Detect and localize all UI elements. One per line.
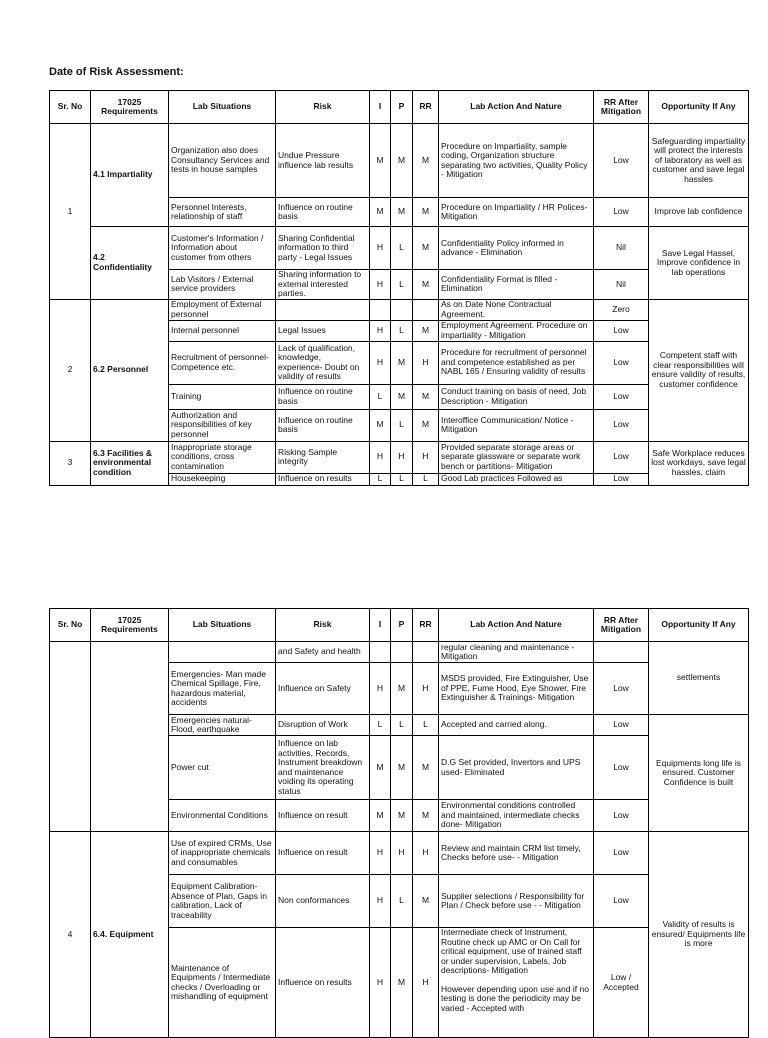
impact-cell: H	[370, 320, 391, 341]
action-note: However depending upon use and if no testing is done the periodicity may be varied - Accepted with	[441, 983, 589, 1013]
situation-cell: Equipment Calibration- Absence of Plan, Gaps in calibration, Lack of traceability	[169, 875, 276, 928]
rating-cell: H	[413, 341, 439, 384]
risk-cell: Influence on results	[276, 928, 370, 1038]
situation-cell: Inappropriate storage conditions, cross contamination	[169, 441, 276, 473]
after-mitigation-cell: Low	[594, 341, 649, 384]
risk-cell: Risking Sample integrity	[276, 441, 370, 473]
risk-cell: Influence on routine basis	[276, 409, 370, 441]
risk-cell: Sharing information to external interested parties.	[276, 270, 370, 300]
after-mitigation-cell	[594, 642, 649, 663]
probability-cell: M	[391, 736, 413, 800]
opportunity-cell: Competent staff with clear responsibilities will ensure validity of results, customer confidence	[649, 299, 749, 441]
impact-cell: M	[370, 409, 391, 441]
situation-cell: Training	[169, 384, 276, 409]
action-cell: D.G Set provided, Invertors and UPS used- Eliminated	[439, 736, 594, 800]
probability-cell	[391, 642, 413, 663]
action-cell: Interoffice Communication/ Notice - Mitigation	[439, 409, 594, 441]
action-cell: Employment Agreement. Procedure on impartiality - Mitigation	[439, 320, 594, 341]
impact-cell: H	[370, 441, 391, 473]
risk-cell: Non conformances	[276, 875, 370, 928]
risk-cell: Sharing Confidential information to third party - Legal Issues	[276, 227, 370, 270]
rating-cell: M	[413, 320, 439, 341]
risk-cell	[276, 299, 370, 320]
header-impact: I	[370, 609, 391, 642]
action-cell: MSDS provided, Fire Extinguisher, Use of PPE, Fume Hood, Eye Shower, Fire Extinguisher & Trainings- Mitigation	[439, 663, 594, 715]
after-mitigation-cell: Low	[594, 663, 649, 715]
table-header-row	[50, 609, 749, 642]
table-row	[50, 441, 749, 473]
risk-assessment-table-continued	[49, 608, 749, 1038]
impact-cell	[370, 299, 391, 320]
impact-cell: M	[370, 800, 391, 832]
opportunity-cell: Save Legal Hassel, Improve confidence in lab operations	[649, 227, 749, 300]
risk-cell: Lack of qualification, knowledge, experience- Doubt on validity of results	[276, 341, 370, 384]
table-row	[50, 642, 749, 663]
rating-cell: M	[413, 198, 439, 227]
action-cell: Good Lab practices Followed as	[439, 473, 594, 485]
after-mitigation-cell: Low	[594, 409, 649, 441]
after-mitigation-cell: Nil	[594, 270, 649, 300]
rating-cell	[413, 299, 439, 320]
header-risk: Risk	[276, 91, 370, 124]
after-mitigation-cell: Nil	[594, 227, 649, 270]
rating-cell: M	[413, 800, 439, 832]
action-cell: Supplier selections / Responsibility for Plan / Check before use - - Mitigation	[439, 875, 594, 928]
header-impact: I	[370, 91, 391, 124]
situation-cell: Emergencies- Man made Chemical Spillage, Fire, hazardous material, accidents	[169, 663, 276, 715]
opportunity-cell: Safe Workplace reduces lost workdays, save legal hassles, claim	[649, 441, 749, 485]
header-requirements: 17025 Requirements	[91, 91, 169, 124]
impact-cell: H	[370, 270, 391, 300]
probability-cell: M	[391, 124, 413, 198]
after-mitigation-cell: Low	[594, 715, 649, 736]
opportunity-cell: Safeguarding impartiality will protect the interests of laboratory as well as customer and save legal hassles	[649, 124, 749, 198]
requirement-cell: 6.2 Personnel	[91, 299, 169, 441]
table-row	[50, 124, 749, 198]
action-cell: regular cleaning and maintenance - Mitigation	[439, 642, 594, 663]
sr-no-cell: 2	[50, 299, 91, 441]
rating-cell: H	[413, 441, 439, 473]
risk-cell: Influence on Safety	[276, 663, 370, 715]
situation-cell: Recruitment of personnel- Competence etc.	[169, 341, 276, 384]
opportunity-cell: Validity of results is ensured/ Equipments life is more	[649, 832, 749, 1038]
probability-cell: M	[391, 800, 413, 832]
requirement-cell: 4.2 Confidentiality	[91, 227, 169, 300]
rating-cell: M	[413, 736, 439, 800]
probability-cell	[391, 299, 413, 320]
header-opportunity: Opportunity If Any	[649, 609, 749, 642]
action-cell: Conduct training on basis of need, Job Description - Mitigation	[439, 384, 594, 409]
rating-cell: H	[413, 663, 439, 715]
rating-cell: M	[413, 124, 439, 198]
after-mitigation-cell: Low	[594, 875, 649, 928]
impact-cell: M	[370, 124, 391, 198]
action-cell: Confidentiality Policy informed in advance - Elimination	[439, 227, 594, 270]
requirement-cell: 6.3 Facilities & environmental condition	[91, 441, 169, 485]
action-cell	[439, 928, 594, 1038]
rating-cell: M	[413, 409, 439, 441]
action-cell: Review and maintain CRM list timely, Checks before use- - Mitigation	[439, 832, 594, 875]
after-mitigation-cell: Low	[594, 320, 649, 341]
situation-cell: Maintenance of Equipments / Intermediate checks / Overloading or mishandling of equipment	[169, 928, 276, 1038]
probability-cell: H	[391, 832, 413, 875]
action-cell: Provided separate storage areas or separate glassware or separate work bench or partitions- Mitigation	[439, 441, 594, 473]
risk-cell: Influence on lab activities, Records, Instrument breakdown and maintenance voiding its operating status	[276, 736, 370, 800]
page-title: Date of Risk Assessment:	[49, 66, 184, 78]
risk-cell: Influence on result	[276, 832, 370, 875]
action-cell: Environmental conditions controlled and maintained, intermediate checks done- Mitigation	[439, 800, 594, 832]
probability-cell: L	[391, 473, 413, 485]
after-mitigation-cell: Low	[594, 124, 649, 198]
table-row	[50, 299, 749, 320]
impact-cell: L	[370, 473, 391, 485]
risk-cell: Influence on routine basis	[276, 198, 370, 227]
rating-cell: H	[413, 832, 439, 875]
opportunity-cell: Equipments long life is ensured. Customer Confidence is built	[649, 715, 749, 832]
risk-cell: and Safety and health	[276, 642, 370, 663]
header-lab-situations: Lab Situations	[169, 91, 276, 124]
after-mitigation-cell: Low	[594, 198, 649, 227]
rating-cell: M	[413, 384, 439, 409]
header-rr-after-mitigation: RR After Mitigation	[594, 91, 649, 124]
header-lab-action: Lab Action And Nature	[439, 91, 594, 124]
rating-cell: M	[413, 227, 439, 270]
table-row	[50, 832, 749, 875]
header-rr-after-mitigation: RR After Mitigation	[594, 609, 649, 642]
table-row	[50, 227, 749, 270]
requirement-cell: 4.1 Impartiality	[91, 124, 169, 227]
risk-cell: Legal Issues	[276, 320, 370, 341]
impact-cell: H	[370, 832, 391, 875]
impact-cell: H	[370, 928, 391, 1038]
after-mitigation-cell: Low	[594, 736, 649, 800]
after-mitigation-cell: Zero	[594, 299, 649, 320]
probability-cell: L	[391, 409, 413, 441]
header-requirements: 17025 Requirements	[91, 609, 169, 642]
action-cell: As on Date None Contractual Agreement.	[439, 299, 594, 320]
situation-cell: Housekeeping	[169, 473, 276, 485]
rating-cell	[413, 642, 439, 663]
situation-cell: Power cut	[169, 736, 276, 800]
impact-cell: M	[370, 736, 391, 800]
situation-cell: Authorization and responsibilities of key personnel	[169, 409, 276, 441]
rating-cell: H	[413, 928, 439, 1038]
opportunity-cell: settlements	[649, 642, 749, 715]
impact-cell: M	[370, 198, 391, 227]
header-sr-no: Sr. No	[50, 609, 91, 642]
impact-cell: H	[370, 663, 391, 715]
situation-cell	[169, 642, 276, 663]
impact-cell	[370, 642, 391, 663]
after-mitigation-cell: Low	[594, 832, 649, 875]
header-probability: P	[391, 609, 413, 642]
impact-cell: L	[370, 384, 391, 409]
probability-cell: L	[391, 715, 413, 736]
table-header-row	[50, 91, 749, 124]
situation-cell: Personnel Interests, relationship of staff	[169, 198, 276, 227]
risk-cell: Disruption of Work	[276, 715, 370, 736]
situation-cell: Employment of External personnel	[169, 299, 276, 320]
requirement-cell	[91, 642, 169, 832]
situation-cell: Customer's Information / Information about customer from others	[169, 227, 276, 270]
rating-cell: L	[413, 715, 439, 736]
after-mitigation-cell: Low	[594, 473, 649, 485]
header-risk-rating: RR	[413, 609, 439, 642]
action-text: Intermediate check of Instrument, Routine check up AMC or On Call for critical equipment, use of trained staff or under supervision, Labels, Job descriptions- Mitigation	[441, 927, 582, 975]
impact-cell: H	[370, 875, 391, 928]
risk-cell: Influence on results	[276, 473, 370, 485]
action-cell: Procedure on Impartiality, sample coding, Organization structure separating two activities, Quality Policy - Mitigation	[439, 124, 594, 198]
after-mitigation-cell: Low	[594, 441, 649, 473]
sr-no-cell: 4	[50, 832, 91, 1038]
impact-cell: L	[370, 715, 391, 736]
header-risk-rating: RR	[413, 91, 439, 124]
sr-no-cell: 3	[50, 441, 91, 485]
probability-cell: H	[391, 441, 413, 473]
requirement-cell: 6.4. Equipment	[91, 832, 169, 1038]
rating-cell: L	[413, 473, 439, 485]
header-risk: Risk	[276, 609, 370, 642]
risk-cell: Influence on result	[276, 800, 370, 832]
situation-cell: Environmental Conditions	[169, 800, 276, 832]
probability-cell: M	[391, 663, 413, 715]
impact-cell: H	[370, 227, 391, 270]
risk-cell: Influence on routine basis	[276, 384, 370, 409]
probability-cell: L	[391, 875, 413, 928]
after-mitigation-cell: Low / Accepted	[594, 928, 649, 1038]
situation-cell: Use of expired CRMs, Use of inappropriate chemicals and consumables	[169, 832, 276, 875]
header-sr-no: Sr. No	[50, 91, 91, 124]
probability-cell: M	[391, 384, 413, 409]
header-probability: P	[391, 91, 413, 124]
probability-cell: L	[391, 320, 413, 341]
sr-no-cell: 1	[50, 124, 91, 300]
opportunity-cell: Improve lab confidence	[649, 198, 749, 227]
header-lab-action: Lab Action And Nature	[439, 609, 594, 642]
probability-cell: M	[391, 341, 413, 384]
action-cell: Accepted and carried along.	[439, 715, 594, 736]
action-cell: Confidentiality Format is filled - Elimination	[439, 270, 594, 300]
situation-cell: Lab Visitors / External service providers	[169, 270, 276, 300]
situation-cell: Internal personnel	[169, 320, 276, 341]
probability-cell: M	[391, 198, 413, 227]
header-opportunity: Opportunity If Any	[649, 91, 749, 124]
probability-cell: L	[391, 270, 413, 300]
risk-assessment-table	[49, 90, 749, 486]
action-cell: Procedure for recruitment of personnel and competence established as per NABL 165 / Ensuring validity of results	[439, 341, 594, 384]
impact-cell: H	[370, 341, 391, 384]
header-lab-situations: Lab Situations	[169, 609, 276, 642]
situation-cell: Emergencies natural- Flood, earthquake	[169, 715, 276, 736]
after-mitigation-cell: Low	[594, 384, 649, 409]
action-cell: Procedure on Impartiality / HR Polices- Mitigation	[439, 198, 594, 227]
probability-cell: M	[391, 928, 413, 1038]
situation-cell: Organization also does Consultancy Services and tests in house samples	[169, 124, 276, 198]
rating-cell: M	[413, 875, 439, 928]
sr-no-cell	[50, 642, 91, 832]
after-mitigation-cell: Low	[594, 800, 649, 832]
rating-cell: M	[413, 270, 439, 300]
risk-cell: Undue Pressure influence lab results	[276, 124, 370, 198]
probability-cell: L	[391, 227, 413, 270]
